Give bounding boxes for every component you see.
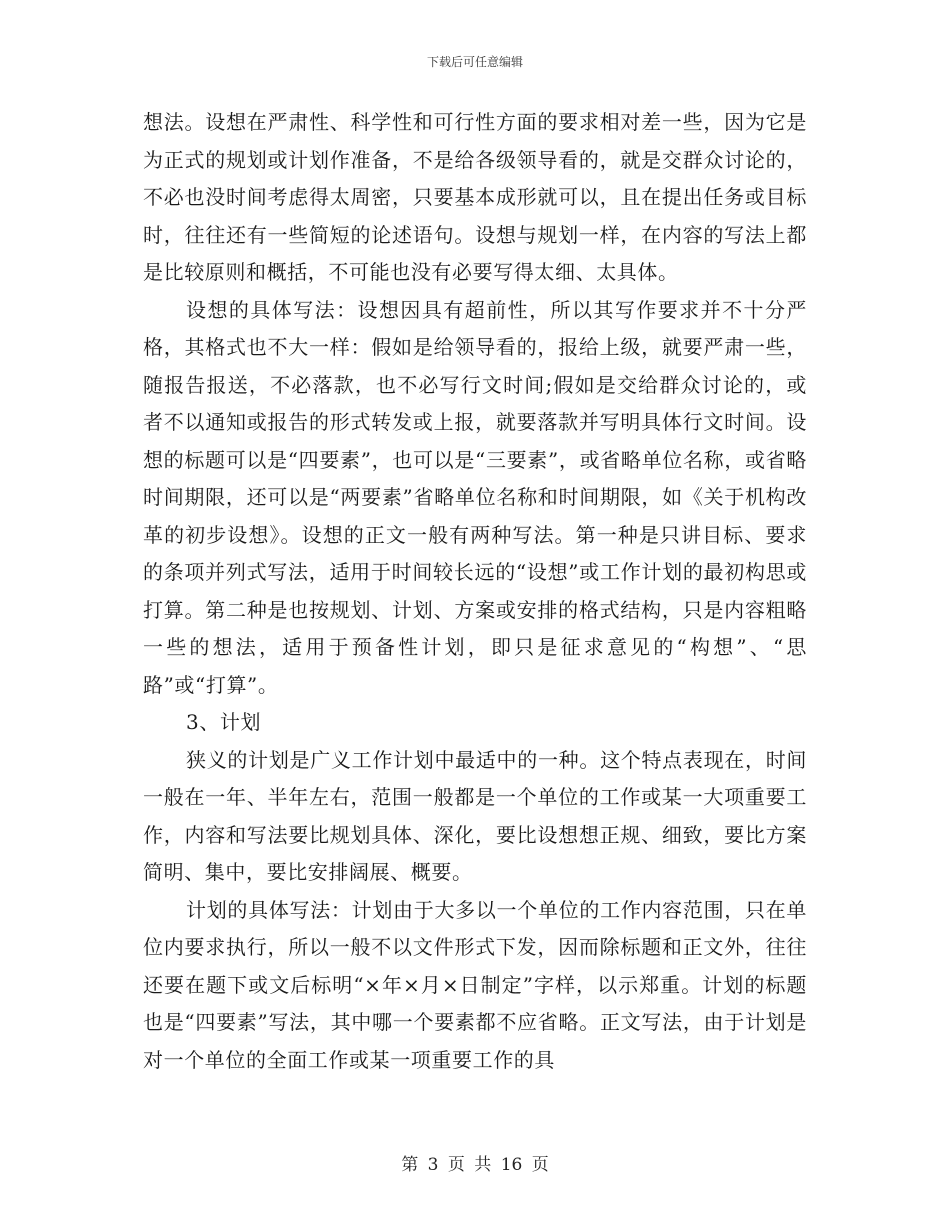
section-heading-plan: 3、计划: [186, 710, 262, 734]
paragraph-plan-writing: 计划的具体写法：计划由于大多以一个单位的工作内容范围，只在单位内要求执行，所以一般不以文件形式下发，因而除标题和正文外，往往还要在题下或文后标明“×年×月×日制定”字样，以示郑重。计划的标题也是“四要素”写法，其中哪一个要素都不应省略。正文写法，由于计划是对一个单位的全面工作或某一项重要工作的具: [143, 897, 807, 1072]
paragraph-continued: 想法。设想在严肃性、科学性和可行性方面的要求相对差一些，因为它是为正式的规划或计划作准备，不是给各级领导看的，就是交群众讨论的，不必也没时间考虑得太周密，只要基本成形就可以，且在提出任务或目标时，往往还有一些简短的论述语句。设想与规划一样，在内容的写法上都是比较原则和概括，不可能也没有必要写得太细、太具体。: [143, 110, 807, 284]
page-header-note: 下载后可任意编辑: [426, 55, 523, 69]
paragraph-design-writing: 设想的具体写法：设想因具有超前性，所以其写作要求并不十分严格，其格式也不大一样：假如是给领导看的，报给上级，就要严肃一些，随报告报送，不必落款，也不必写行文时间;假如是交给群众讨论的，或者不以通知或报告的形式转发或上报，就要落款并写明具体行文时间。设想的标题可以是“四要素”，也可以是“三要素”，或省略单位名称，或省略时间期限，还可以是“两要素”省略单位名称和时间期限，如《关于机构改革的初步设想》。设想的正文一般有两种写法。第一种是只讲目标、要求的条项并列式写法，适用于时间较长远的“设想”或工作计划的最初构思或打算。第二种是也按规划、计划、方案或安排的格式结构，只是内容粗略一些的想法，适用于预备性计划，即只是征求意见的“构想”、“思路”或“打算”。: [143, 297, 807, 697]
paragraph-plan-definition: 狭义的计划是广义工作计划中最适中的一种。这个特点表现在，时间一般在一年、半年左右，范围一般都是一个单位的工作或某一大项重要工作，内容和写法要比规划具体、深化，要比设想想正规、细致，要比方案简明、集中，要比安排阔展、概要。: [143, 747, 807, 884]
document-body: [143, 104, 807, 1079]
page-number: 第 3 页 共 16 页: [401, 1155, 549, 1175]
